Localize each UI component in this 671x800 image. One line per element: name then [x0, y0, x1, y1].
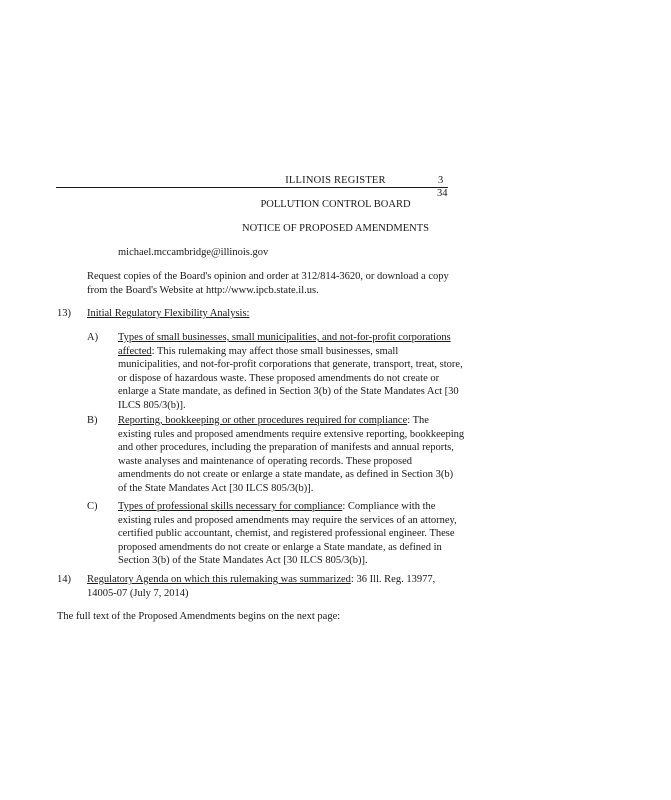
item-a-letter: A) [87, 332, 99, 343]
register-title: ILLINOIS REGISTER [285, 175, 386, 186]
item-c-letter: C) [87, 501, 98, 512]
paragraph-line: 14005-07 (July 7, 2014) [87, 587, 189, 599]
paragraph-line: Types of professional skills necessary for compliance: Compliance with the [118, 501, 436, 512]
section-13-number: 13) [57, 308, 71, 319]
section-13-title: Initial Regulatory Flexibility Analysis: [87, 308, 250, 319]
paragraph-line: existing rules and proposed amendments may require the services of an attorney, [118, 514, 457, 526]
request-copy-paragraph [87, 270, 507, 297]
section-14-paragraph [87, 573, 507, 600]
paragraph-line: Regulatory Agenda on which this rulemaking was summarized: 36 Ill. Reg. 13977, [87, 574, 436, 585]
paragraph-line: Reporting, bookkeeping or other procedures required for compliance: The [118, 415, 429, 426]
item-a-paragraph [118, 331, 498, 413]
paragraph-line: certified public accountant, chemist, and registered professional engineer. These [118, 528, 455, 540]
paragraph-line: waste analyses and maintenance of operating records. These proposed [118, 455, 412, 467]
agency-title: POLLUTION CONTROL BOARD [260, 199, 411, 210]
item-b-letter: B) [87, 415, 98, 426]
paragraph-line: or dispose of hazardous waste. These proposed amendments do not create or [118, 372, 440, 384]
volume-number: 34 [437, 188, 448, 199]
full-text-notice: The full text of the Proposed Amendments begins on the next page: [57, 611, 341, 622]
header-rule [56, 187, 448, 188]
paragraph-line: amendments do not create or enlarge a state mandate, as defined in Section 3(b) [118, 469, 454, 481]
paragraph-line: existing rules and proposed amendments require extensive reporting, bookkeeping [118, 428, 465, 440]
contact-email: michael.mccambridge@illinois.gov [118, 247, 269, 258]
paragraph-line: municipalities, and not-for-profit corporations that generate, transport, treat, store, [118, 359, 463, 371]
paragraph-line: ILCS 805/3(b)]. [118, 399, 186, 411]
paragraph-line: and other procedures, including the preparation of manifests and annual reports, [118, 442, 454, 454]
paragraph-line: Section 3(b) of the State Mandates Act [30 ILCS 805/3(b)]. [118, 555, 368, 567]
paragraph-line: Types of small businesses, small municipalities, and not-for-profit corporations [118, 332, 451, 343]
item-c-paragraph [118, 500, 498, 568]
paragraph-line: enlarge a State mandate, as defined in Section 3(b) of the State Mandates Act [30 [118, 386, 459, 398]
notice-title: NOTICE OF PROPOSED AMENDMENTS [242, 223, 429, 234]
paragraph-line: from the Board's Website at http://www.ipcb.state.il.us. [87, 284, 319, 296]
item-b-paragraph [118, 414, 498, 496]
paragraph-line: affected: This rulemaking may affect those small businesses, small [118, 345, 399, 357]
paragraph-line: Request copies of the Board's opinion and order at 312/814-3620, or download a copy [87, 271, 449, 282]
page-number: 3 [438, 175, 444, 186]
section-14-number: 14) [57, 574, 71, 585]
paragraph-line: proposed amendments do not create or enlarge a State mandate, as defined in [118, 541, 442, 553]
paragraph-line: of the State Mandates Act [30 ILCS 805/3(b)]. [118, 482, 314, 494]
